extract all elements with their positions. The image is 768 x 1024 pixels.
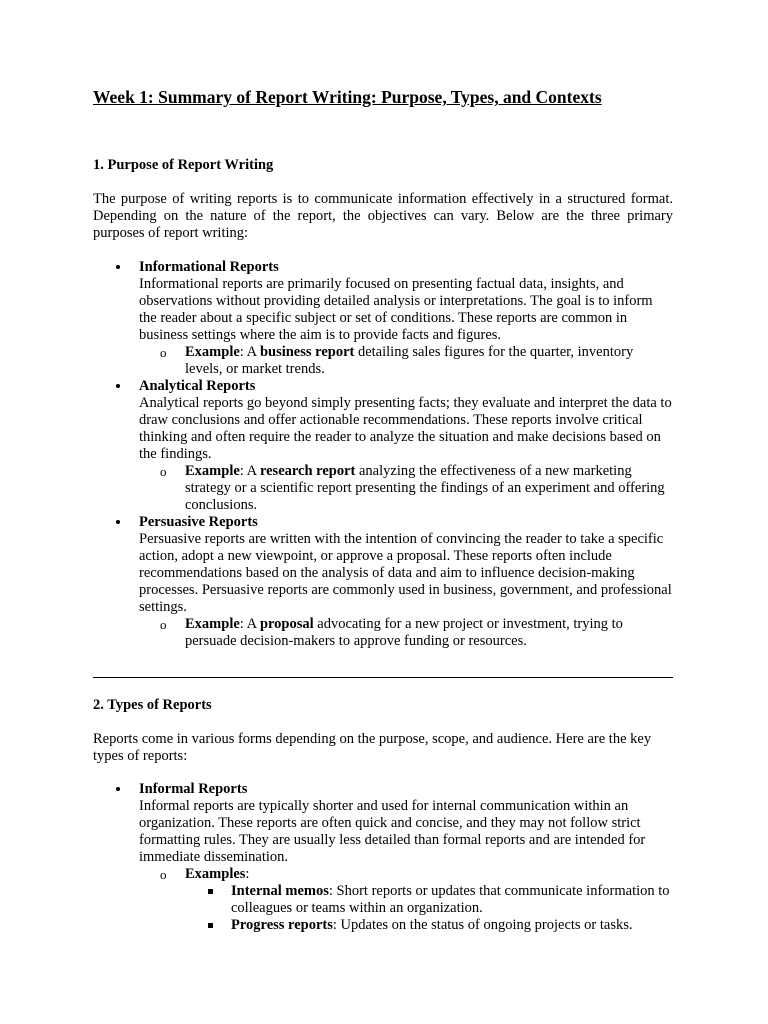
section-2-list	[93, 781, 673, 934]
example-text: : A	[239, 344, 260, 360]
list-item-informational	[93, 259, 673, 378]
bullet-icon	[116, 384, 120, 388]
circle-bullet-icon: o	[160, 464, 167, 479]
list-item-persuasive	[93, 514, 673, 650]
circle-bullet-icon: o	[160, 867, 167, 882]
item-body: Persuasive reports are written with the intention of convincing the reader to take a specific action, adopt a new viewpoint, or approve a proposal. These reports often include recommendations based on the analysis of data and aim to influence decision-making processes. Persuasive reports are commonly used in business, government, and professional settings.	[139, 531, 672, 615]
bullet-icon	[116, 787, 120, 791]
sub-example-text: : Updates on the status of ongoing projects or tasks.	[332, 917, 633, 933]
examples-label: Examples	[185, 866, 246, 882]
example-label: Example	[185, 616, 240, 632]
document-title: Week 1: Summary of Report Writing: Purpose, Types, and Contexts	[93, 87, 602, 107]
circle-bullet-icon: o	[160, 617, 167, 632]
example-text: advocating for a new project or investment, trying to persuade decision-makers to approve funding or resources.	[185, 616, 623, 649]
horizontal-divider	[93, 677, 673, 678]
item-body: Analytical reports go beyond simply presenting facts; they evaluate and interpret the data to draw conclusions and offer actionable recommendations. These reports involve critical thinking and often require the reader to analyze the situation and make decisions based on the findings.	[139, 395, 672, 462]
example-item	[139, 463, 673, 514]
example-term: research report	[259, 463, 356, 479]
bullet-icon	[116, 520, 120, 524]
section-2-intro: Reports come in various forms depending on the purpose, scope, and audience. Here are the key types of reports:	[93, 731, 652, 764]
example-label: Example	[185, 344, 240, 360]
example-item	[139, 344, 673, 378]
example-text: analyzing the effectiveness of a new marketing strategy or a scientific report presenting the findings of an experiment and offering conclusions.	[185, 463, 665, 513]
example-text: detailing sales figures for the quarter, inventory levels, or market trends.	[185, 344, 634, 377]
sub-example-item	[185, 917, 673, 934]
examples-item	[139, 866, 673, 934]
sub-example-term: Internal memos	[231, 883, 329, 899]
list-item-informal	[93, 781, 673, 934]
item-title: Persuasive Reports	[139, 514, 258, 530]
sub-example-term: Progress reports	[231, 917, 333, 933]
item-title: Informal Reports	[139, 781, 248, 797]
list-item-analytical	[93, 378, 673, 514]
item-body: Informal reports are typically shorter and used for internal communication within an organization. These reports are often quick and concise, and they may not follow strict formatting rules. They are usually less detailed than formal reports and are intended for immediate dissemination.	[139, 798, 646, 865]
bullet-icon	[116, 265, 120, 269]
example-text: : A	[239, 463, 260, 479]
item-body: Informational reports are primarily focused on presenting factual data, insights, and observations without providing detailed analysis or interpretations. The goal is to inform the reader about a specific subject or set of conditions. These reports are common in business settings where the aim is to provide facts and figures.	[139, 276, 653, 343]
square-bullet-icon	[208, 889, 213, 894]
section-1-heading: 1. Purpose of Report Writing	[93, 157, 274, 173]
circle-bullet-icon: o	[160, 345, 167, 360]
example-label: Example	[185, 463, 240, 479]
section-1-intro: The purpose of writing reports is to communicate information effectively in a structured format. Depending on the nature of the report, the objectives can vary. Below are the three primary purposes of report writing:	[93, 191, 673, 241]
section-2-heading: 2. Types of Reports	[93, 697, 212, 713]
example-term: business report	[259, 344, 355, 360]
item-title: Analytical Reports	[139, 378, 256, 394]
examples-colon: :	[245, 866, 250, 882]
square-bullet-icon	[208, 923, 213, 928]
example-item	[139, 616, 673, 650]
item-title: Informational Reports	[139, 259, 279, 275]
section-1-list	[93, 259, 673, 650]
sub-example-item	[185, 883, 673, 917]
example-text: : A	[239, 616, 260, 632]
example-term: proposal	[259, 616, 314, 632]
sub-example-text: : Short reports or updates that communicate information to colleagues or teams within an organization.	[231, 883, 670, 916]
